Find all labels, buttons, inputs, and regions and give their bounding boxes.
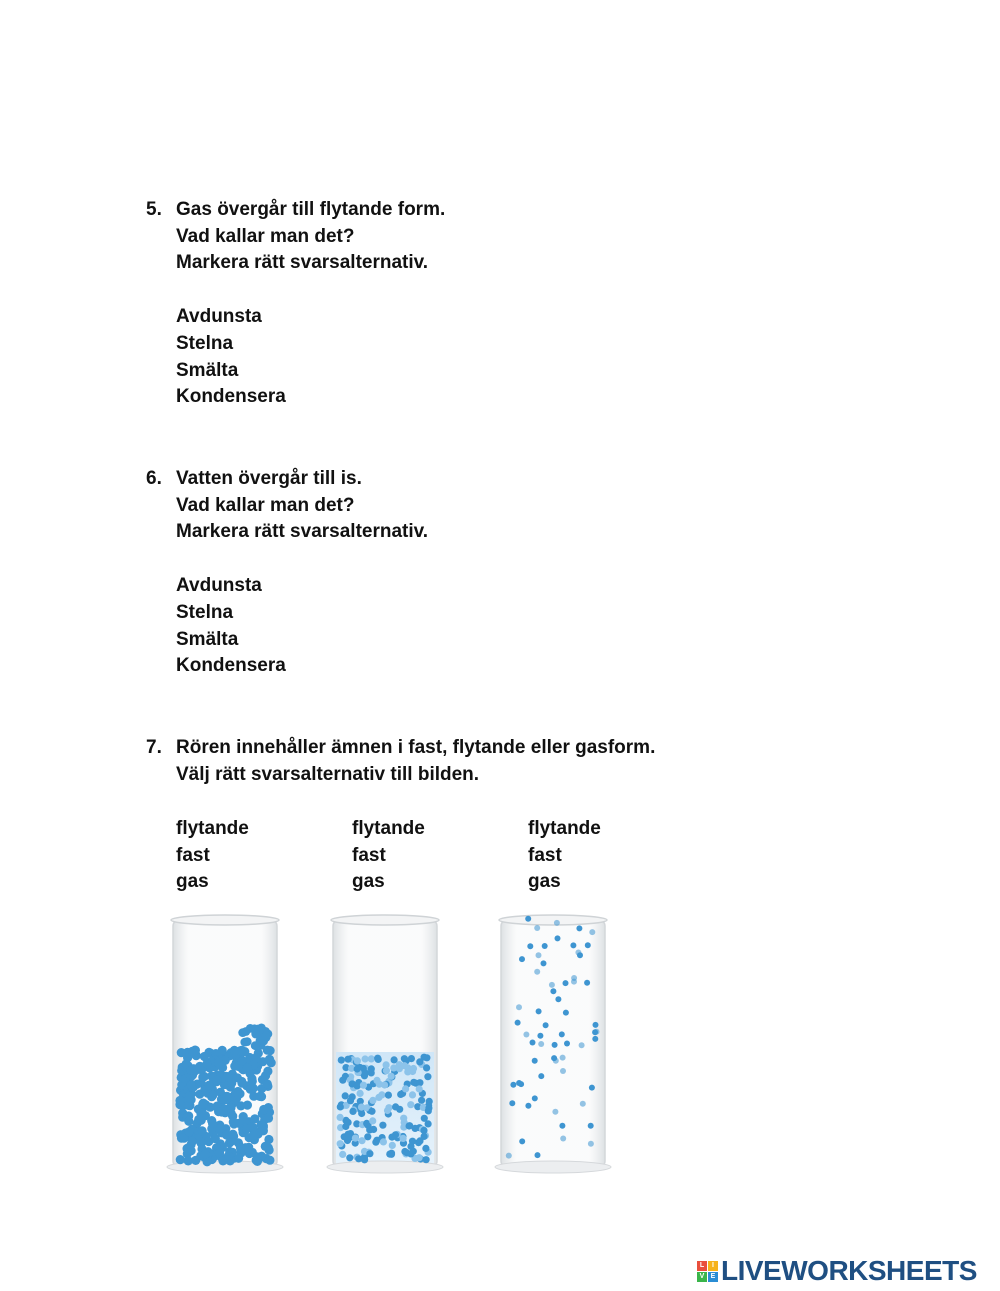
answer-column-tube-3	[528, 816, 601, 896]
answer-option-kondensera[interactable]: Kondensera	[176, 655, 286, 677]
question-text-line: Rören innehåller ämnen i fast, flytande eller gasform.	[176, 737, 656, 758]
question-instruction: Markera rätt svarsalternativ.	[176, 521, 429, 543]
answer-option-smalta[interactable]: Smälta	[176, 628, 239, 650]
liveworksheets-logo	[697, 1256, 977, 1286]
answer-option-flytande[interactable]: flytande	[352, 818, 425, 839]
question-number: 6.	[146, 468, 162, 489]
question-instruction: Markera rätt svarsalternativ.	[176, 252, 429, 274]
question-text-line: Vad kallar man det?	[176, 225, 355, 247]
answer-option-flytande[interactable]: flytande	[176, 818, 249, 839]
answer-column-tube-1	[176, 816, 249, 896]
answer-option-avdunsta[interactable]: Avdunsta	[176, 575, 262, 597]
question-text-line: Vad kallar man det?	[176, 494, 355, 516]
solid-particles-tube-icon	[167, 915, 283, 1173]
gas-particles-tube-icon	[495, 915, 611, 1173]
answer-option-fast[interactable]: fast	[528, 844, 562, 866]
answer-option-gas[interactable]: gas	[176, 871, 209, 893]
test-tubes-illustration	[160, 905, 620, 1180]
answer-option-flytande[interactable]: flytande	[528, 818, 601, 839]
answer-option-fast[interactable]: fast	[176, 844, 210, 866]
question-text-line: Vatten övergår till is.	[176, 468, 362, 489]
answer-option-gas[interactable]: gas	[528, 871, 561, 893]
liquid-particles-tube-icon	[327, 915, 443, 1173]
answer-option-stelna[interactable]: Stelna	[176, 332, 234, 354]
answer-option-fast[interactable]: fast	[352, 844, 386, 866]
question-number: 5.	[146, 199, 162, 220]
answer-option-smalta[interactable]: Smälta	[176, 359, 239, 381]
answer-option-stelna[interactable]: Stelna	[176, 601, 234, 623]
brand-name: LIVEWORKSHEETS	[721, 1255, 977, 1286]
question-instruction: Välj rätt svarsalternativ till bilden.	[176, 763, 480, 785]
answer-option-avdunsta[interactable]: Avdunsta	[176, 306, 262, 328]
liveworksheets-logo-icon: L I V E	[697, 1261, 718, 1282]
question-number: 7.	[146, 737, 162, 758]
question-text-line: Gas övergår till flytande form.	[176, 199, 446, 220]
answer-option-kondensera[interactable]: Kondensera	[176, 386, 286, 408]
answer-column-tube-2	[352, 816, 425, 896]
answer-option-gas[interactable]: gas	[352, 871, 385, 893]
